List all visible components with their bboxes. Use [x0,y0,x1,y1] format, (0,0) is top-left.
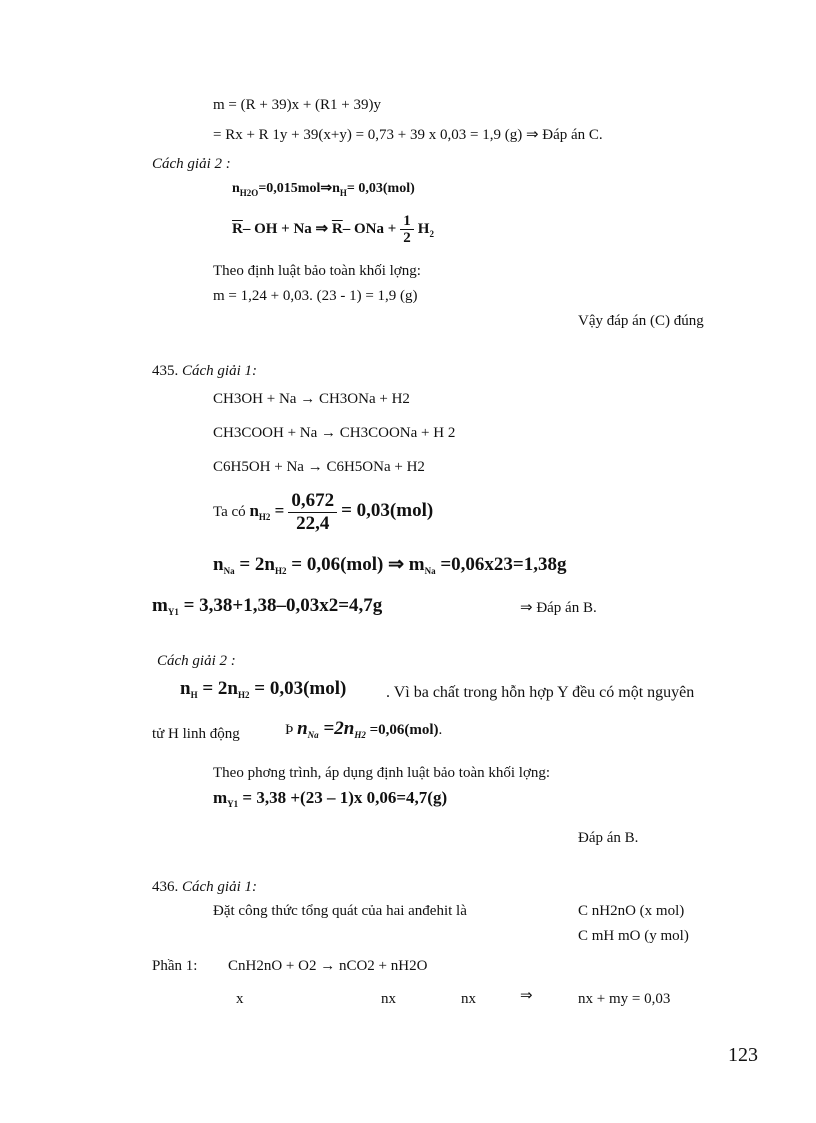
fraction-numerator: 1 [400,213,414,230]
verdict-a: Vậy đáp án (C) đúng [578,313,704,329]
subscript-h2: H2 [238,690,250,700]
subscript-y1: Y1 [227,799,239,809]
text-part-1: = 2n [197,678,238,699]
symbol-n: n [213,554,224,575]
fraction-denominator: 22,4 [296,512,330,534]
formula-2: C mH mO (y mol) [578,928,689,944]
symbol-n: n [232,181,240,196]
problem-435-heading [152,362,257,380]
symbol-m: m [213,788,228,807]
answer-b-2: Đáp án B. [578,830,639,846]
text-part: = 3,38 +(23 – 1)x 0,06=4,7(g) [238,788,448,807]
method-1-label: Cách giải 1: [182,879,257,895]
text-part-2: = 0,03(mol) [249,678,347,699]
result-value: = 0,03(mol) [341,500,434,521]
subscript-h2: H2 [274,566,287,576]
combustion-equation: CnH2nO + O2 → nCO2 + nH2O [228,958,428,974]
symbol-n: n [249,501,259,520]
text-part-2: = 0,06(mol) ⇒ m [286,554,425,575]
equation-r-oh-na [232,210,434,249]
subscript-na: Na [307,730,319,740]
row-nx-2: nx [461,991,476,1007]
problem-436-heading [152,878,257,896]
value-2: = 0,03(mol) [346,181,415,196]
radical-r: $\overline{R}$ [232,221,243,237]
text-part-3: =0,06x23=1,38g [435,554,567,575]
symbol-h: H [417,221,430,237]
formula-1: C nH2nO (x mol) [578,903,685,919]
method-1-label: Cách giải 1: [182,363,257,379]
subscript-h: H [339,188,347,198]
equals-sign: = [274,501,285,520]
subscript-na: Na [223,566,235,576]
equation-mass: m = (R + 39)x + (R1 + 39)y [213,97,381,113]
fraction-denominator: 2 [403,230,411,247]
symbol-n: n [297,718,308,739]
equation-m-y1-2 [213,789,447,809]
equation-m-y1 [152,597,382,617]
fraction-numerator: 0,672 [288,490,337,513]
symbol-m: m [152,595,168,616]
subscript-h: H [190,690,198,700]
radical-r-2: $\overline{R}$ [331,221,343,237]
reaction-3: C6H5OH + Na → C6H5ONa + H2 [213,459,425,475]
text-part-1: = 2n [234,554,275,575]
row-result: nx + my = 0,03 [578,991,671,1007]
method-2-heading-435: Cách giải 2 : [157,653,236,669]
equation-part-b: – ONa + [342,221,397,237]
explanation-line-2: tử H linh động [152,726,240,742]
problem-number: 435. [152,363,179,379]
explanation-line-1: . Vì ba chất trong hỗn hợp Y đều có một nguyên [386,684,695,701]
subscript-na-2: Na [424,566,436,576]
symbol-n-2: n [332,181,340,196]
text-part: = 3,38+1,38–0,03x2=4,7g [178,595,383,616]
equation-mass-result: = Rx + R 1y + 39(x+y) = 0,73 + 39 x 0,03 = 1,9 (g) ⇒ Đáp án C. [213,127,603,143]
conservation-text-b: Theo phơng trình, áp dụng định luật bảo toàn khối lợng: [213,765,551,781]
row-nx-1: nx [381,991,396,1007]
equation-n-h2 [213,486,433,538]
row-x: x [236,991,244,1007]
reaction-1: CH3OH + Na → CH3ONa + H2 [213,391,410,407]
subscript-h2: H2 [258,512,271,522]
subscript-h2o: H2O [239,188,259,198]
answer-b-1: ⇒ Đáp án B. [520,600,597,616]
problem-number: 436. [152,879,179,895]
conservation-text-a: Theo định luật bảo toàn khối lợng: [213,263,421,279]
implies-arrow: ⇒ [520,988,533,1004]
text-part-1: =2n [318,718,355,739]
symbol-n: n [180,678,191,699]
equation-n-water [232,180,415,198]
subscript-h2: H2 [354,730,366,740]
value-1: =0,015mol⇒ [258,181,333,196]
equation-part-a: – OH + Na ⇒ [242,221,332,237]
equation-n-na-2 [285,720,442,740]
reaction-2: CH3COOH + Na → CH3COONa + H 2 [213,425,456,441]
implies-symbol: Þ [285,722,294,738]
subscript-y1: Y1 [167,607,179,617]
subscript-2: 2 [429,229,434,239]
period: . [438,722,443,738]
calculation-a: m = 1,24 + 0,03. (23 - 1) = 1,9 (g) [213,288,418,304]
prefix-text: Ta có [213,504,246,520]
formula-intro: Đặt công thức tổng quát của hai anđehit là [213,903,467,919]
method-2-heading: Cách giải 2 : [152,156,231,172]
text-part-2: =0,06(mol) [365,722,439,738]
equation-n-h [180,680,346,700]
equation-n-na [213,556,567,576]
page-number: 123 [728,1044,758,1066]
part-1-label: Phần 1: [152,958,198,974]
